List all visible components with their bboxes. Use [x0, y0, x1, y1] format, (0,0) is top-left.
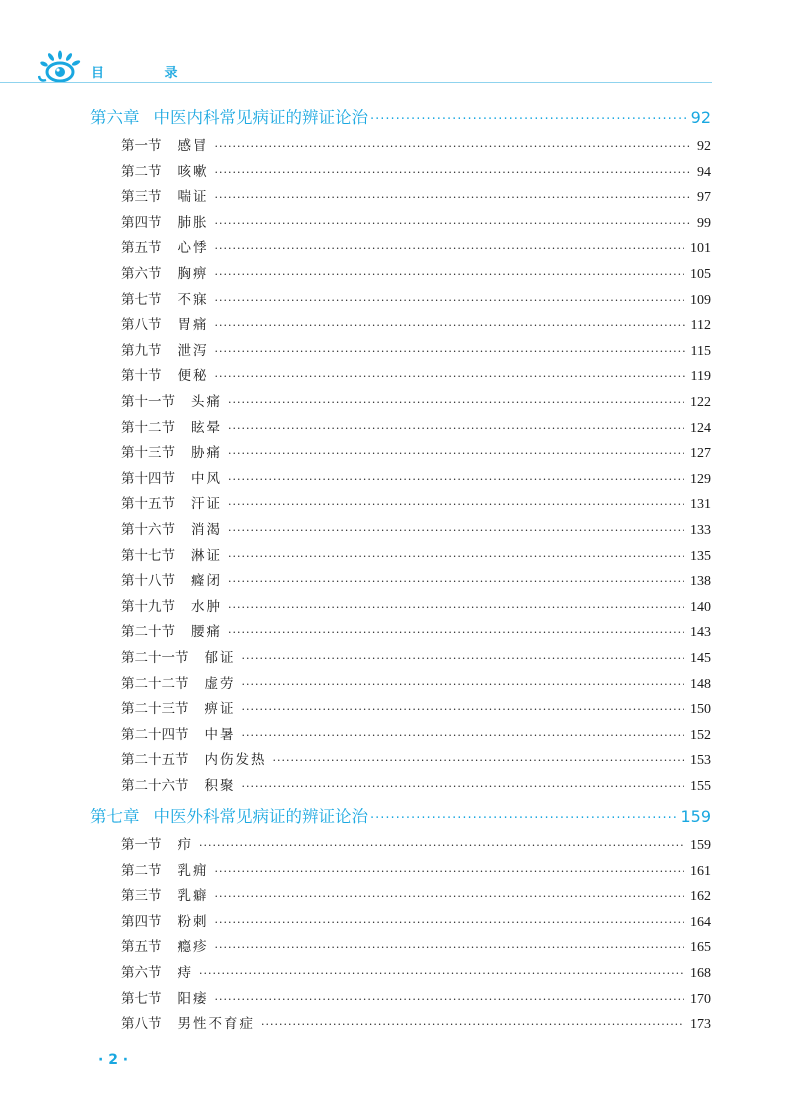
section-row[interactable]	[121, 313, 711, 334]
section-row[interactable]	[121, 774, 711, 795]
section-number: 第二节	[121, 163, 162, 180]
section-title: 乳癖	[177, 888, 209, 905]
section-title: 肺胀	[177, 214, 209, 231]
leader-dots	[228, 473, 684, 486]
leader-dots	[215, 345, 685, 358]
section-number: 第三节	[121, 888, 162, 905]
section-page: 152	[690, 727, 711, 743]
leader-dots	[261, 1018, 684, 1031]
section-page: 164	[690, 914, 711, 930]
page-title: 目 录	[91, 66, 206, 81]
section-row[interactable]	[121, 646, 711, 667]
section-row[interactable]	[121, 987, 711, 1008]
leader-dots	[215, 294, 685, 307]
leader-dots	[370, 811, 676, 826]
chapter-title: 中医内科常见病证的辨证论治	[153, 108, 368, 127]
section-page: 153	[690, 753, 711, 769]
section-page: 101	[690, 241, 711, 257]
chapter-row[interactable]	[90, 803, 711, 827]
leader-dots	[215, 140, 692, 153]
leader-dots	[215, 217, 692, 230]
leader-dots	[215, 941, 685, 954]
section-title: 眩晕	[191, 419, 222, 436]
leader-dots	[228, 601, 684, 614]
section-number: 第一节	[121, 837, 162, 853]
section-number: 第二十二节	[121, 675, 189, 692]
section-number: 第十九节	[121, 598, 175, 615]
leader-dots	[215, 865, 685, 878]
section-number: 第二十四节	[121, 726, 189, 743]
section-number: 第四节	[121, 913, 162, 930]
chapter-page: 92	[690, 108, 711, 127]
section-page: 135	[690, 548, 711, 564]
section-title: 感冒	[177, 138, 209, 154]
section-page: 105	[690, 267, 711, 282]
chapter-page: 159	[680, 807, 711, 826]
section-title: 中暑	[204, 726, 236, 743]
leader-dots	[215, 319, 685, 332]
section-title: 咳嗽	[177, 163, 209, 180]
section-row[interactable]	[121, 833, 711, 854]
section-row[interactable]	[121, 697, 711, 718]
leader-dots	[228, 626, 684, 639]
section-page: 159	[690, 838, 711, 853]
section-title: 心悸	[177, 240, 209, 257]
leader-dots	[215, 191, 692, 204]
leader-dots	[215, 916, 685, 929]
section-title: 癃闭	[191, 573, 222, 590]
chapter-number: 第六章	[90, 108, 140, 127]
section-page: 170	[690, 991, 711, 1007]
leader-dots	[242, 652, 685, 665]
section-row[interactable]	[121, 262, 711, 283]
section-title: 胃痛	[177, 317, 209, 334]
section-row[interactable]	[121, 595, 711, 616]
section-page: 122	[690, 395, 711, 410]
section-row[interactable]	[121, 416, 711, 437]
section-page: 148	[690, 676, 711, 692]
section-page: 143	[690, 625, 711, 641]
section-page: 112	[690, 318, 711, 334]
chapter-row[interactable]	[90, 104, 711, 128]
section-number: 第二十节	[121, 624, 175, 641]
section-number: 第六节	[121, 266, 162, 282]
leader-dots	[215, 370, 685, 383]
section-number: 第二十三节	[121, 701, 189, 718]
page-number: · 2 ·	[98, 1052, 129, 1068]
leader-dots	[242, 729, 685, 742]
section-page: 109	[690, 292, 711, 308]
section-number: 第十六节	[121, 522, 175, 538]
section-row[interactable]	[121, 569, 711, 590]
section-number: 第三节	[121, 189, 162, 206]
section-number: 第十八节	[121, 573, 175, 590]
section-page: 161	[690, 863, 711, 879]
section-row[interactable]	[121, 364, 711, 385]
section-number: 第十二节	[121, 419, 175, 436]
section-number: 第九节	[121, 342, 162, 359]
leader-dots	[215, 268, 685, 281]
leader-dots	[228, 575, 684, 588]
section-row[interactable]	[121, 236, 711, 257]
section-title: 淋证	[191, 547, 222, 564]
section-row[interactable]	[121, 910, 711, 931]
section-title: 乳痈	[177, 862, 209, 879]
chapter-title: 中医外科常见病证的辨证论治	[153, 807, 368, 826]
section-row[interactable]	[121, 211, 711, 232]
section-page: 145	[690, 651, 711, 666]
section-number: 第十五节	[121, 496, 175, 513]
section-page: 140	[690, 599, 711, 615]
section-page: 133	[690, 523, 711, 538]
section-page: 165	[690, 940, 711, 956]
section-row[interactable]	[121, 390, 711, 411]
section-title: 阳痿	[177, 990, 209, 1007]
section-number: 第八节	[121, 1016, 162, 1033]
sun-eye-logo-icon	[38, 46, 84, 86]
section-title: 喘证	[177, 189, 209, 206]
leader-dots	[228, 498, 684, 511]
section-title: 胸痹	[177, 266, 209, 282]
section-row[interactable]	[121, 1012, 711, 1033]
section-number: 第二节	[121, 862, 162, 879]
section-number: 第十四节	[121, 470, 175, 487]
section-row[interactable]	[121, 467, 711, 488]
leader-dots	[199, 839, 684, 852]
section-number: 第一节	[121, 138, 162, 154]
section-row[interactable]	[121, 884, 711, 905]
section-number: 第五节	[121, 939, 162, 956]
section-row[interactable]	[121, 185, 711, 206]
section-title: 男性不育症	[177, 1016, 255, 1033]
section-page: 94	[697, 164, 711, 180]
section-page: 127	[690, 446, 711, 462]
section-title: 积聚	[204, 778, 236, 794]
leader-dots	[199, 967, 684, 980]
leader-dots	[228, 447, 684, 460]
section-row[interactable]	[121, 160, 711, 181]
leader-dots	[228, 550, 684, 563]
section-title: 郁证	[204, 650, 236, 666]
section-page: 119	[690, 369, 711, 385]
section-row[interactable]	[121, 935, 711, 956]
section-page: 124	[690, 420, 711, 436]
section-page: 150	[690, 702, 711, 718]
section-row[interactable]	[121, 544, 711, 565]
section-row[interactable]	[121, 620, 711, 641]
section-row[interactable]	[121, 748, 711, 769]
leader-dots	[370, 112, 687, 127]
section-number: 第十节	[121, 368, 162, 385]
section-title: 疖	[177, 837, 193, 853]
section-number: 第八节	[121, 317, 162, 334]
section-page: 138	[690, 574, 711, 590]
section-number: 第十三节	[121, 445, 175, 462]
leader-dots	[228, 524, 684, 537]
section-page: 92	[697, 139, 711, 154]
chapter-number: 第七章	[90, 807, 140, 826]
leader-dots	[242, 780, 685, 793]
leader-dots	[215, 166, 692, 179]
section-page: 99	[697, 215, 711, 231]
section-number: 第十一节	[121, 394, 175, 410]
section-page: 155	[690, 779, 711, 794]
section-title: 中风	[191, 470, 222, 487]
header-divider	[0, 82, 712, 83]
section-number: 第二十一节	[121, 650, 189, 666]
section-number: 第七节	[121, 990, 162, 1007]
leader-dots	[215, 242, 685, 255]
section-title: 痹证	[204, 701, 236, 718]
section-row[interactable]	[121, 859, 711, 880]
section-title: 汗证	[191, 496, 222, 513]
section-number: 第七节	[121, 291, 162, 308]
section-page: 129	[690, 471, 711, 487]
section-title: 泄泻	[177, 342, 209, 359]
leader-dots	[215, 890, 685, 903]
section-number: 第五节	[121, 240, 162, 257]
section-title: 腰痛	[191, 624, 222, 641]
section-title: 瘾疹	[177, 939, 209, 956]
page-header	[0, 0, 800, 95]
section-title: 水肿	[191, 598, 222, 615]
section-row[interactable]	[121, 288, 711, 309]
section-title: 虚劳	[204, 675, 236, 692]
section-row[interactable]	[121, 723, 711, 744]
section-title: 不寐	[177, 291, 209, 308]
section-page: 168	[690, 966, 711, 981]
section-title: 便秘	[177, 368, 209, 385]
section-title: 消渴	[191, 522, 222, 538]
leader-dots	[228, 396, 684, 409]
leader-dots	[242, 703, 685, 716]
section-number: 第二十六节	[121, 778, 189, 794]
section-page: 115	[690, 343, 711, 359]
section-page: 131	[690, 497, 711, 513]
leader-dots	[215, 993, 685, 1006]
section-row[interactable]	[121, 672, 711, 693]
section-number: 第十七节	[121, 547, 175, 564]
section-page: 162	[690, 889, 711, 905]
section-title: 内伤发热	[204, 752, 267, 769]
section-row[interactable]	[121, 518, 711, 539]
section-number: 第四节	[121, 214, 162, 231]
section-title: 粉刺	[177, 913, 209, 930]
section-title: 痔	[177, 965, 193, 981]
section-row[interactable]	[121, 339, 711, 360]
section-number: 第六节	[121, 965, 162, 981]
section-number: 第二十五节	[121, 752, 189, 769]
leader-dots	[273, 754, 685, 767]
section-row[interactable]	[121, 441, 711, 462]
section-row[interactable]	[121, 492, 711, 513]
section-title: 胁痛	[191, 445, 222, 462]
section-row[interactable]	[121, 961, 711, 982]
section-page: 173	[690, 1017, 711, 1033]
section-row[interactable]	[121, 134, 711, 155]
section-title: 头痛	[191, 394, 222, 410]
leader-dots	[242, 678, 685, 691]
section-page: 97	[697, 190, 711, 206]
leader-dots	[228, 422, 684, 435]
